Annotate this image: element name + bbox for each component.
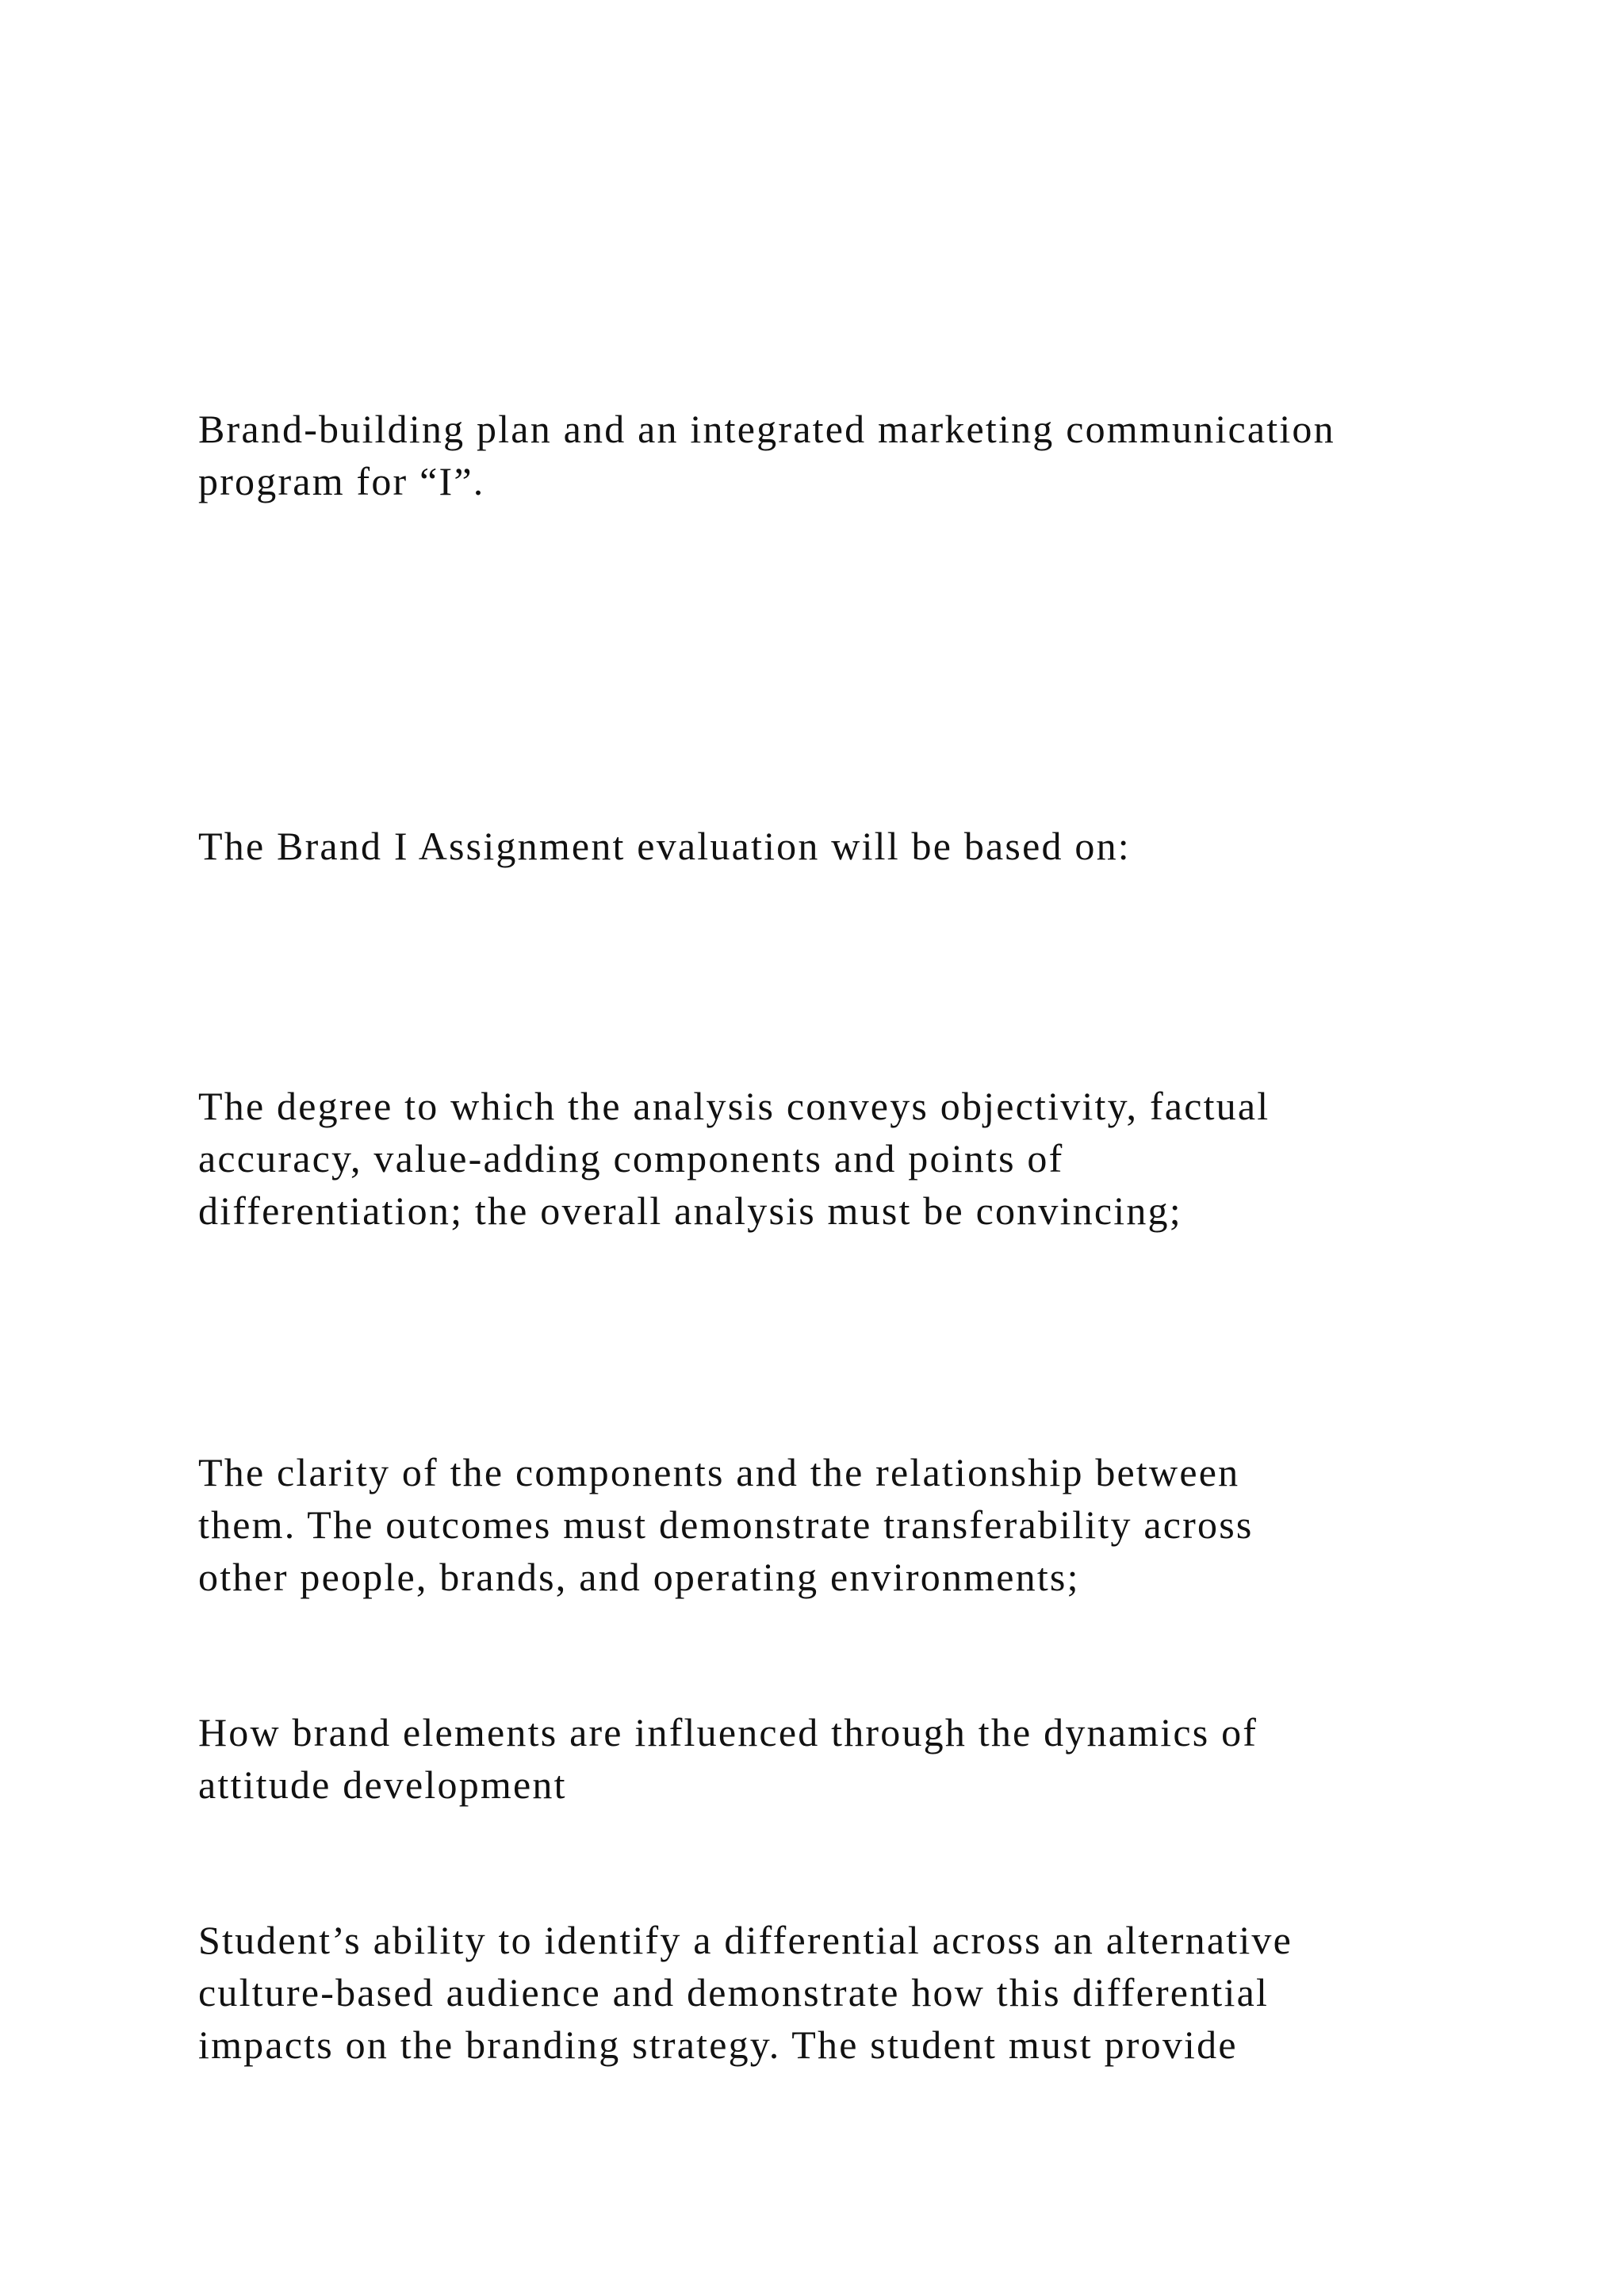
paragraph-criterion-brand-elements: How brand elements are influenced through the dynamics of attitude development [198, 1710, 1258, 1807]
paragraph-title: Brand-building plan and an integrated marketing communication program for “I”. [198, 407, 1335, 503]
paragraph-criterion-differential: Student’s ability to identify a differential across an alternative culture-based audience and demonstrate how this differential impacts on the branding strategy. The student must provide [198, 1918, 1293, 2067]
paragraph-criterion-clarity: The clarity of the components and the relationship between them. The outcomes must demonstrate transferability across other people, brands, and operating environments; [198, 1450, 1254, 1599]
paragraph-criterion-objectivity: The degree to which the analysis conveys objectivity, factual accuracy, value-adding components and points of differentiation; the overall analysis must be convincing; [198, 1084, 1270, 1233]
paragraph-evaluation-intro: The Brand I Assignment evaluation will be based on: [198, 824, 1131, 868]
